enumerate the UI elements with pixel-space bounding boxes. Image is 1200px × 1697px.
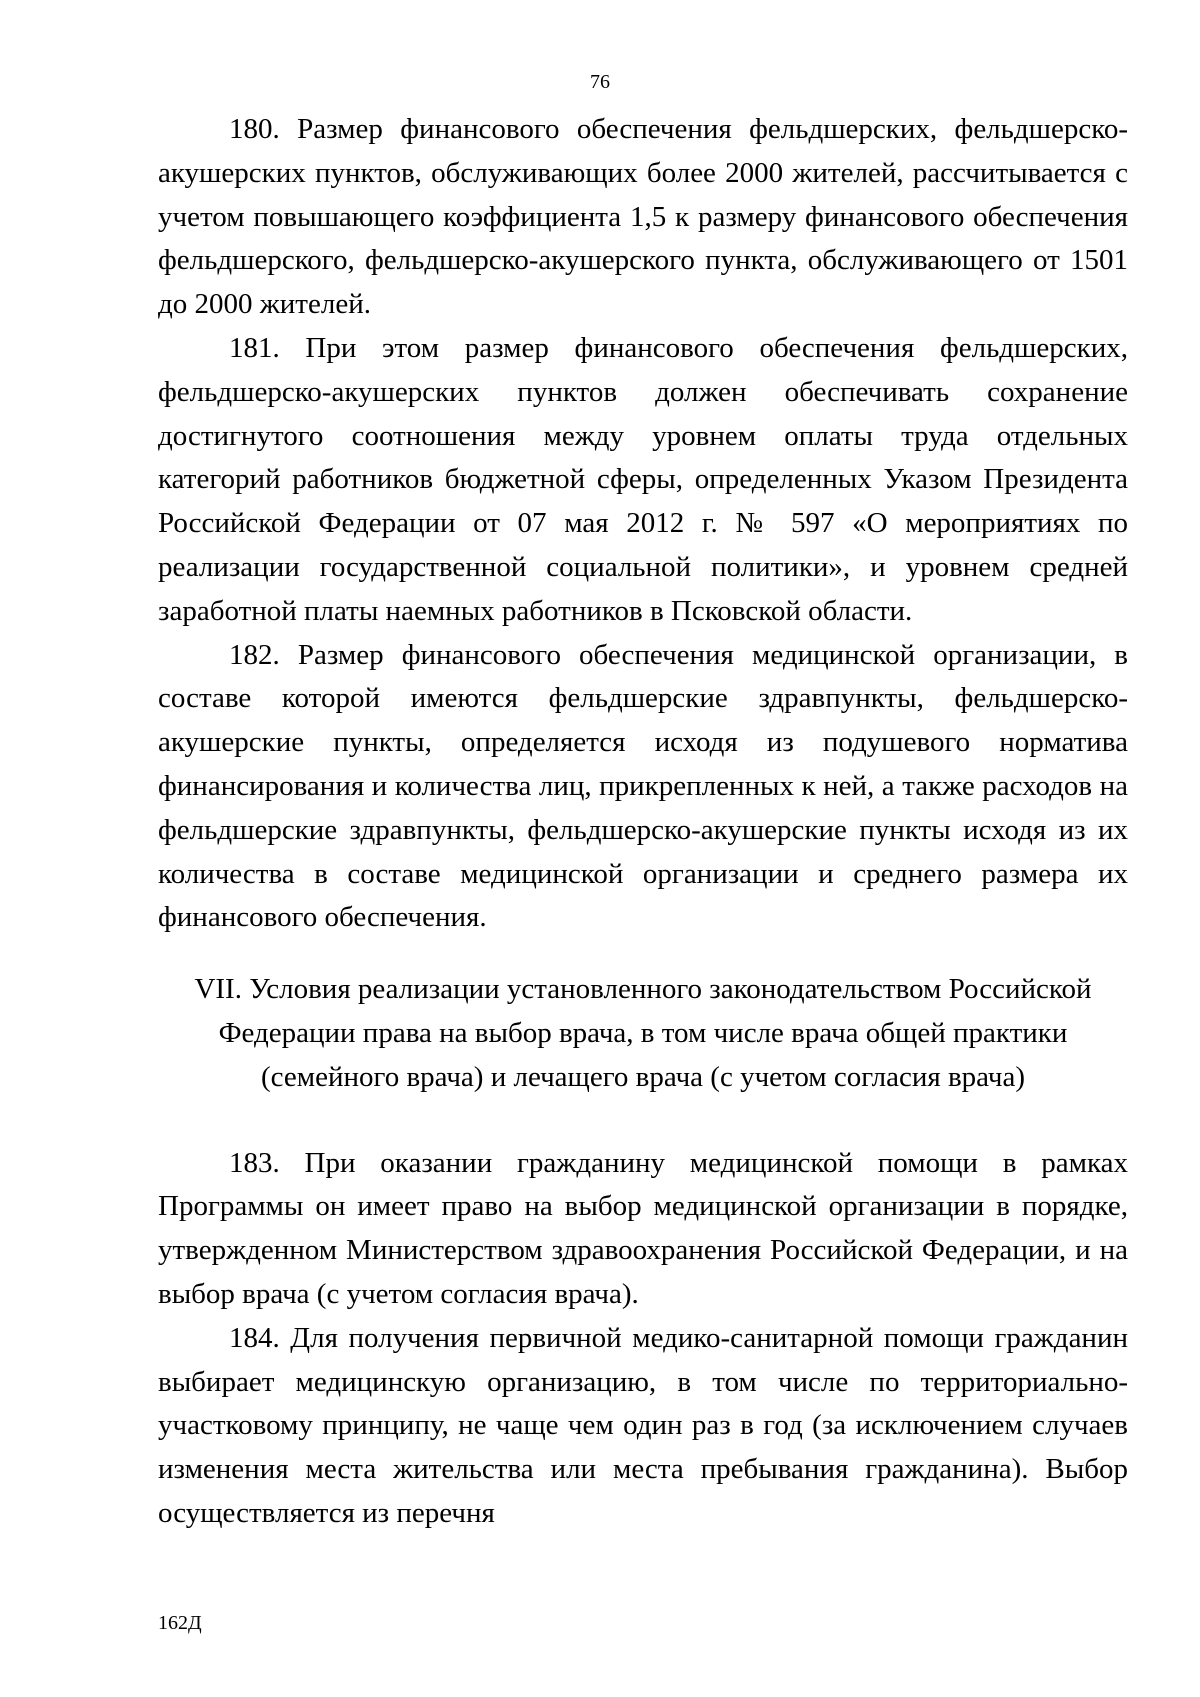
paragraph-181: 181. При этом размер финансового обеспечения фельдшерских, фельдшерско-акушерских пунктов должен обеспечивать сохранение достигнутого соотношения между уровнем оплаты труда отдельных категорий работников бюджетной сферы, определенных Указом Президента Российской Федерации от 07 мая 2012 г. № 597 «О мероприятиях по реализации государственной социальной политики», и уровнем средней заработной платы наемных работников в Псковской области.	[158, 331, 1128, 627]
page-number: 76	[590, 71, 610, 93]
section-heading-line-2: Федерации права на выбор врача, в том числе врача общей практики	[218, 1016, 1068, 1049]
section-heading	[178, 968, 1108, 1099]
paragraph-180: 180. Размер финансового обеспечения фельдшерских, фельдшерско-акушерских пунктов, обслуживающих более 2000 жителей, рассчитывается с учетом повышающего коэффициента 1,5 к размеру финансового обеспечения фельдшерского, фельдшерско-акушерского пункта, обслуживающего от 1501 до 2000 жителей.	[158, 113, 1128, 321]
paragraph-183: 183. При оказании гражданину медицинской помощи в рамках Программы он имеет право на выбор медицинской организации в порядке, утвержденном Министерством здравоохранения Российской Федерации, и на выбор врача (с учетом согласия врача).	[158, 1146, 1128, 1310]
document-body	[158, 108, 1128, 1536]
document-code: 162Д	[158, 1612, 202, 1634]
paragraph-184: 184. Для получения первичной медико-санитарной помощи гражданин выбирает медицинскую организацию, в том числе по территориально-участковому принципу, не чаще чем один раз в год (за исключением случаев изменения места жительства или места пребывания гражданина). Выбор осуществляется из перечня	[158, 1321, 1128, 1529]
section-spacer	[158, 1100, 1128, 1142]
section-heading-line-3: (семейного врача) и лечащего врача (с учетом согласия врача)	[261, 1060, 1025, 1093]
paragraph-182: 182. Размер финансового обеспечения медицинской организации, в составе которой имеются фельдшерские здравпункты, фельдшерско-акушерские пункты, определяется исходя из подушевого норматива финансирования и количества лиц, прикрепленных к ней, а также расходов на фельдшерские здравпункты, фельдшерско-акушерские пункты исходя из их количества в составе медицинской организации и среднего размера их финансового обеспечения.	[158, 638, 1128, 934]
section-heading-line-1: VII. Условия реализации установленного законодательством Российской	[194, 973, 1092, 1006]
